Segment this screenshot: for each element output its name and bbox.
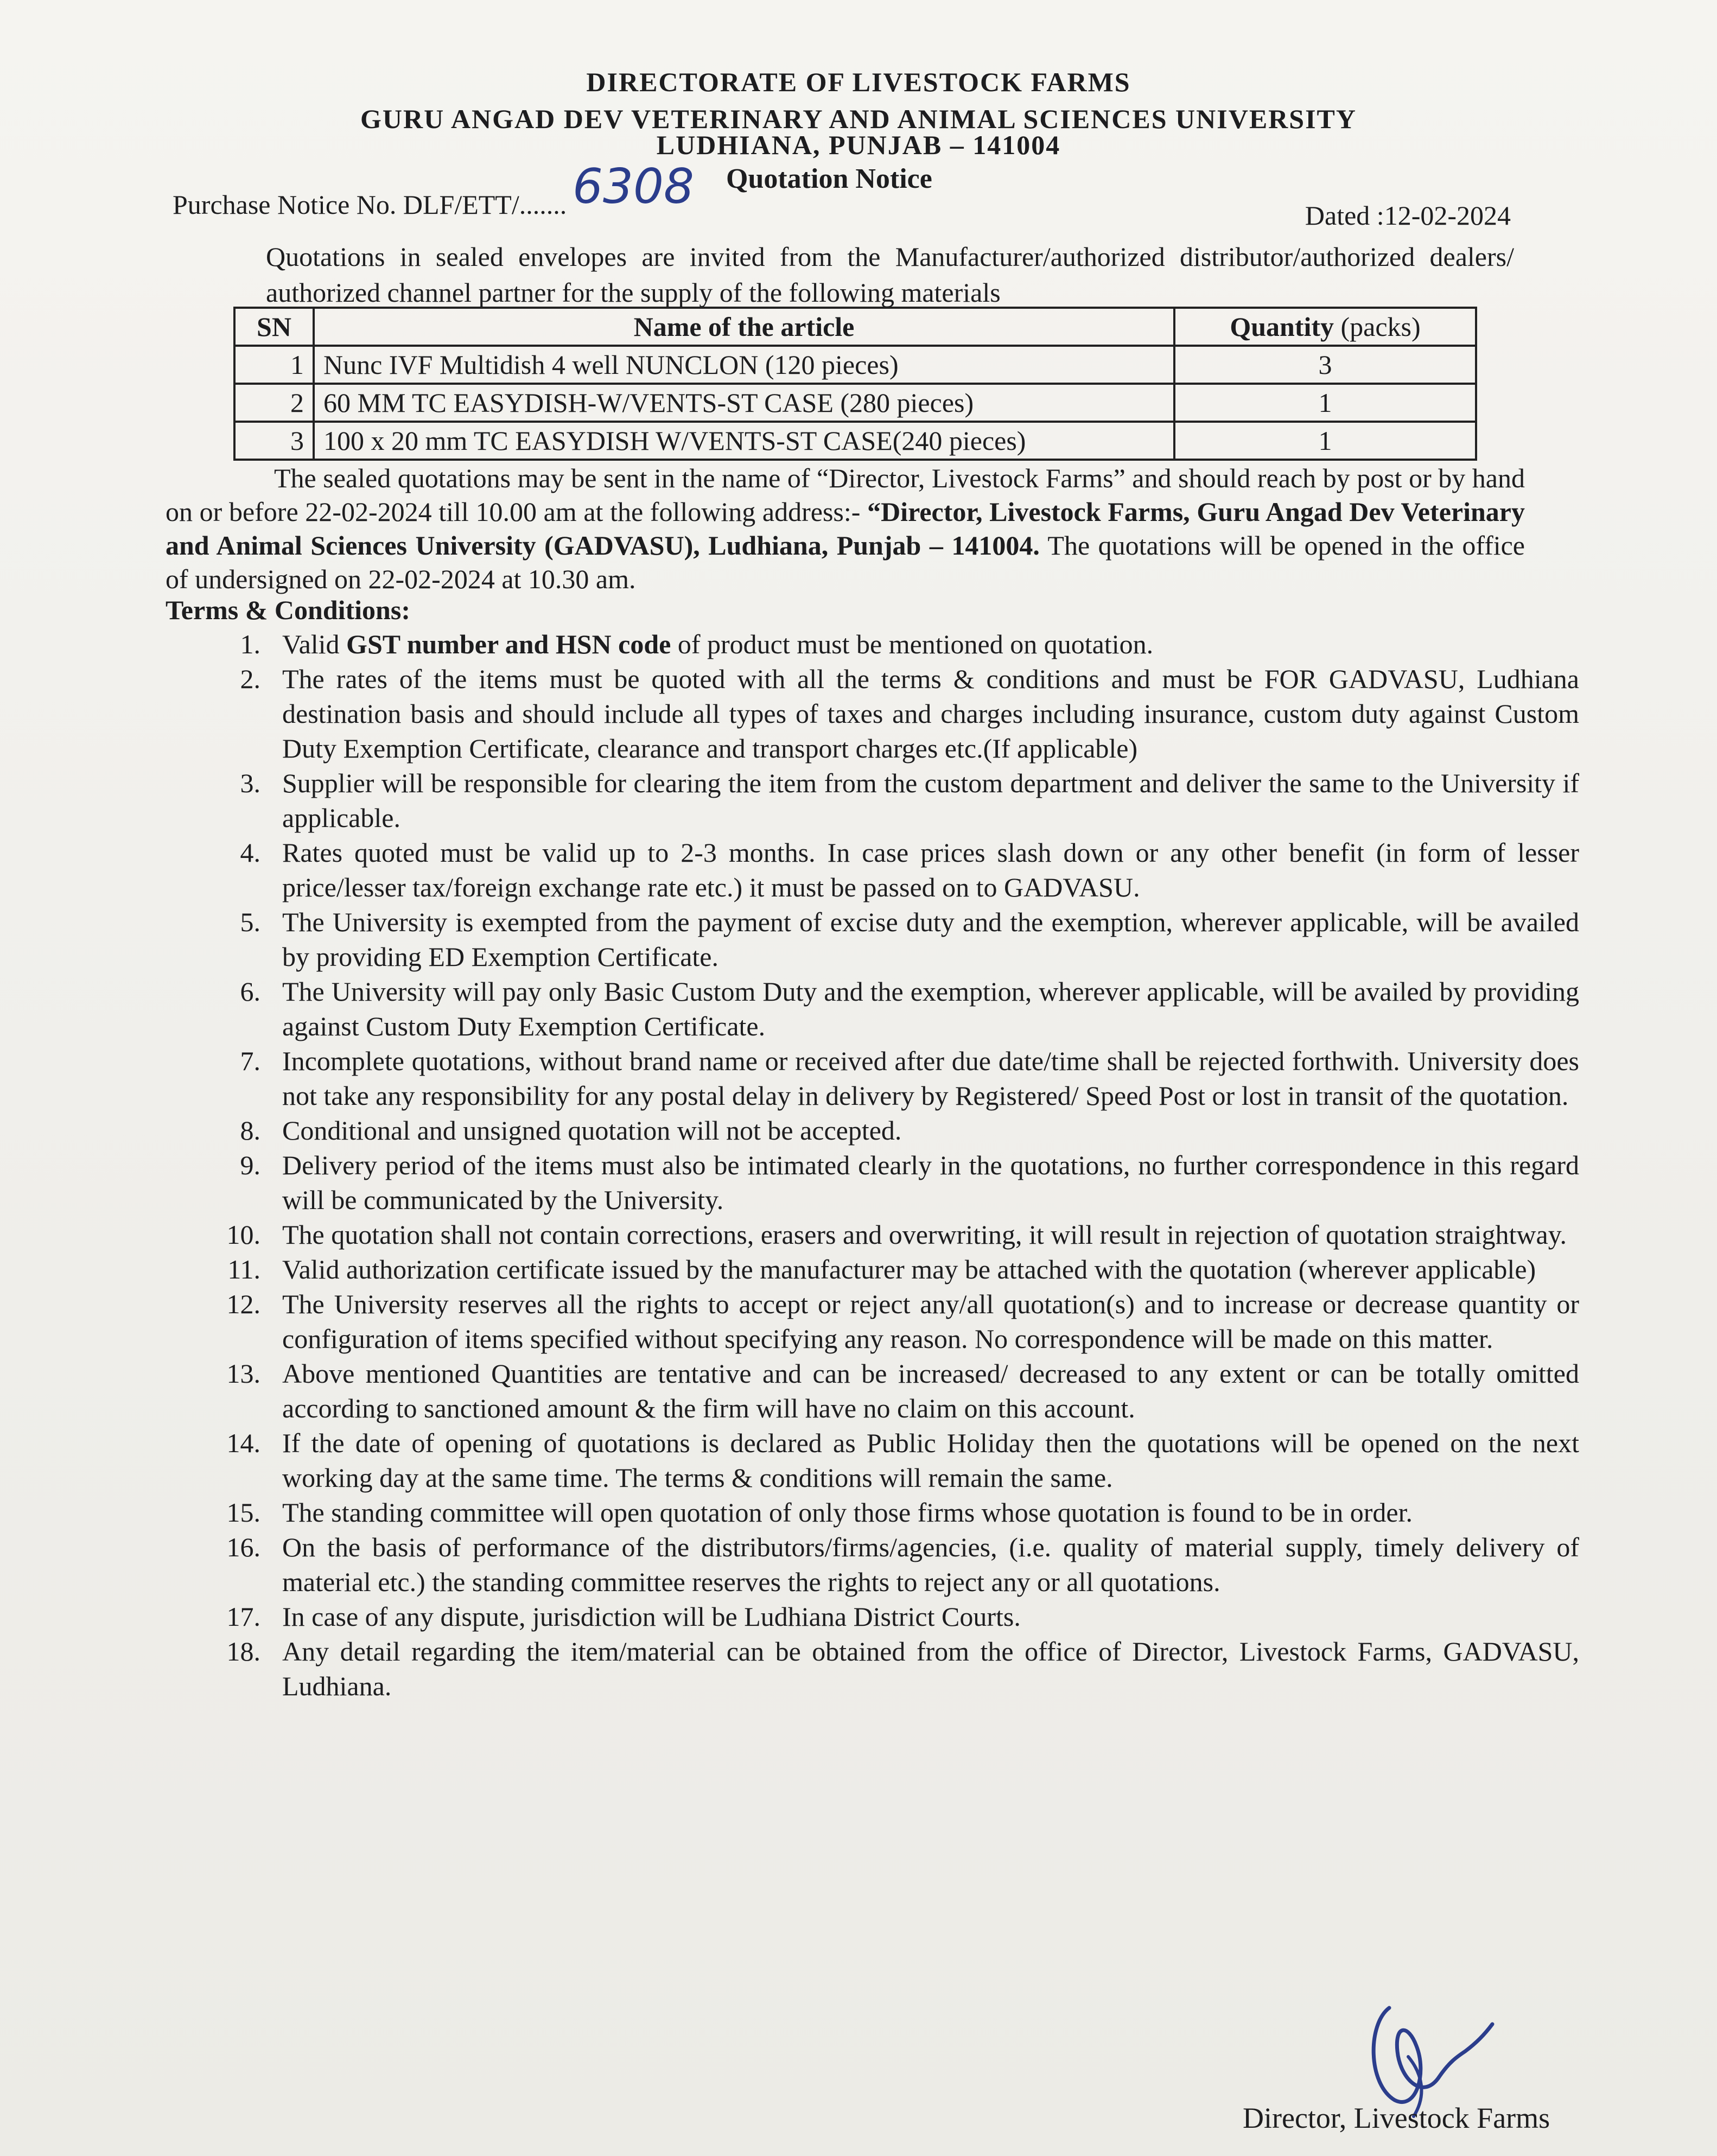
term-text: If the date of opening of quotations is declared as Public Holiday then the quotations will be opened on the next working day at the same time. The terms & conditions will remain the same.: [282, 1428, 1579, 1493]
term-number: 5.: [240, 907, 260, 937]
row-qty: 1: [1174, 384, 1476, 422]
submission-text-2: The quotations will be opened in the office of undersigned on 22-02-2024 at 10.30 am.: [166, 530, 1525, 594]
term-number: 7.: [240, 1046, 260, 1076]
list-item: [201, 1148, 1579, 1217]
table-row: [234, 422, 1476, 460]
materials-table: [233, 307, 1477, 461]
col-sn: SN: [234, 308, 314, 346]
list-item: [201, 835, 1579, 905]
list-item: [201, 766, 1579, 835]
notice-title: Quotation Notice: [726, 163, 932, 194]
row-sn: 2: [234, 384, 314, 422]
term-number: 11.: [227, 1254, 260, 1284]
term-text: Above mentioned Quantities are tentative and can be increased/ decreased to any extent or can be totally omitted according to sanctioned amount & the firm will have no claim on this account.: [282, 1358, 1579, 1423]
row-name: 100 x 20 mm TC EASYDISH W/VENTS-ST CASE(240 pieces): [314, 422, 1174, 460]
signatory-title: Director, Livestock Farms: [1243, 2102, 1550, 2134]
term-text-post: of product must be mentioned on quotation.: [671, 629, 1154, 659]
term-text: The quotation shall not contain corrections, erasers and overwriting, it will result in rejection of quotation straightway.: [282, 1219, 1567, 1250]
list-item: [201, 662, 1579, 766]
submission-text-1: The sealed quotations may be sent in the name of “Director, Livestock Farms” and should reach by post or by hand on or before 22-02-2024 till 10.00 am at the following address:-: [166, 463, 1525, 527]
term-text: Supplier will be responsible for clearing the item from the custom department and deliver the same to the University if applicable.: [282, 768, 1579, 833]
term-number: 6.: [240, 976, 260, 1007]
term-text: The University will pay only Basic Custom Duty and the exemption, wherever applicable, will be availed by providing against Custom Duty Exemption Certificate.: [282, 976, 1579, 1041]
list-item: [201, 1113, 1579, 1148]
term-number: 12.: [226, 1289, 260, 1319]
list-item: [201, 1252, 1579, 1287]
purchase-notice-label: Purchase Notice No. DLF/ETT/.......: [173, 189, 567, 220]
row-qty: 3: [1174, 346, 1476, 384]
term-text-pre: Valid: [282, 629, 347, 659]
submission-paragraph: [166, 461, 1525, 596]
term-text: Delivery period of the items must also be intimated clearly in the quotations, no further correspondence in this regard will be communicated by the University.: [282, 1150, 1579, 1215]
term-text-bold: GST number and HSN code: [346, 629, 671, 659]
list-item: [201, 1356, 1579, 1426]
row-sn: 3: [234, 422, 314, 460]
row-name: Nunc IVF Multidish 4 well NUNCLON (120 pieces): [314, 346, 1174, 384]
list-item: [201, 1495, 1579, 1530]
term-number: 9.: [240, 1150, 260, 1180]
list-item: [201, 1599, 1579, 1634]
term-number: 4.: [240, 837, 260, 868]
term-text: The rates of the items must be quoted with all the terms & conditions and must be FOR GADVASU, Ludhiana destination basis and should include all types of taxes and charges including insurance, custom duty against Custom Duty Exemption Certificate, clearance and transport charges etc.(If applicable): [282, 664, 1579, 764]
term-text: In case of any dispute, jurisdiction will be Ludhiana District Courts.: [282, 1601, 1021, 1632]
term-text: The University is exempted from the payment of excise duty and the exemption, wherever applicable, will be availed by providing ED Exemption Certificate.: [282, 907, 1579, 972]
header-location: LUDHIANA, PUNJAB – 141004: [656, 130, 1061, 160]
header-directorate: DIRECTORATE OF LIVESTOCK FARMS: [586, 67, 1131, 97]
table-header-row: [234, 308, 1476, 346]
list-item: [201, 905, 1579, 974]
list-item: [201, 1530, 1579, 1599]
term-number: 8.: [240, 1115, 260, 1146]
col-name: Name of the article: [314, 308, 1174, 346]
list-item: [201, 974, 1579, 1044]
header-university: GURU ANGAD DEV VETERINARY AND ANIMAL SCIENCES UNIVERSITY: [360, 104, 1357, 134]
term-number: 2.: [240, 664, 260, 694]
term-text: Any detail regarding the item/material can be obtained from the office of Director, Livestock Farms, GADVASU, Ludhiana.: [282, 1636, 1579, 1701]
term-number: 3.: [240, 768, 260, 798]
term-text: On the basis of performance of the distributors/firms/agencies, (i.e. quality of material supply, timely delivery of material etc.) the standing committee reserves the rights to reject any or all quotations.: [282, 1532, 1579, 1597]
term-text: Conditional and unsigned quotation will not be accepted.: [282, 1115, 902, 1146]
term-text: The University reserves all the rights to accept or reject any/all quotation(s) and to increase or decrease quantity or configuration of items specified without specifying any reason. No correspondence will be made on this matter.: [282, 1289, 1579, 1354]
term-number: 10.: [226, 1219, 260, 1250]
term-text: The standing committee will open quotation of only those firms whose quotation is found to be in order.: [282, 1497, 1413, 1528]
col-qty-unit: (packs): [1340, 311, 1421, 342]
term-number: 14.: [226, 1428, 260, 1458]
term-number: 1.: [240, 629, 260, 659]
term-number: 17.: [226, 1601, 260, 1632]
list-item: [201, 1634, 1579, 1703]
term-text: Incomplete quotations, without brand name or received after due date/time shall be rejected forthwith. University does not take any responsibility for any postal delay in delivery by Registered/ Speed Post or lost in transit of the quotation.: [282, 1046, 1579, 1111]
term-text: [282, 627, 1579, 662]
list-item: [201, 1426, 1579, 1495]
terms-heading: Terms & Conditions:: [166, 595, 410, 625]
intro-paragraph: Quotations in sealed envelopes are invited from the Manufacturer/authorized distributor/authorized dealers/ authorized channel partner for the supply of the following materials: [266, 241, 1514, 308]
term-text: Valid authorization certificate issued by the manufacturer may be attached with the quotation (wherever applicable): [282, 1254, 1536, 1284]
term-number: 18.: [226, 1636, 260, 1667]
row-qty: 1: [1174, 422, 1476, 460]
table-row: [234, 346, 1476, 384]
submission-address: “Director, Livestock Farms, Guru Angad Dev Veterinary and Animal Sciences University (GADVASU), Ludhiana, Punjab – 141004.: [166, 497, 1525, 561]
term-number: 15.: [226, 1497, 260, 1528]
list-item: [201, 1044, 1579, 1113]
term-number: 16.: [226, 1532, 260, 1562]
term-text: Rates quoted must be valid up to 2-3 months. In case prices slash down or any other benefit (in form of lesser price/lesser tax/foreign exchange rate etc.) it must be passed on to GADVASU.: [282, 837, 1579, 902]
list-item: [201, 1217, 1579, 1252]
list-item: [201, 1287, 1579, 1356]
notice-date: Dated :12-02-2024: [1305, 200, 1511, 231]
handwritten-notice-number: 6308: [573, 158, 694, 214]
col-qty-label: Quantity: [1230, 311, 1334, 342]
terms-list: [201, 627, 1579, 1703]
row-sn: 1: [234, 346, 314, 384]
row-name: 60 MM TC EASYDISH-W/VENTS-ST CASE (280 pieces): [314, 384, 1174, 422]
list-item: [201, 627, 1579, 662]
col-qty: [1174, 308, 1476, 346]
term-number: 13.: [226, 1358, 260, 1389]
table-row: [234, 384, 1476, 422]
